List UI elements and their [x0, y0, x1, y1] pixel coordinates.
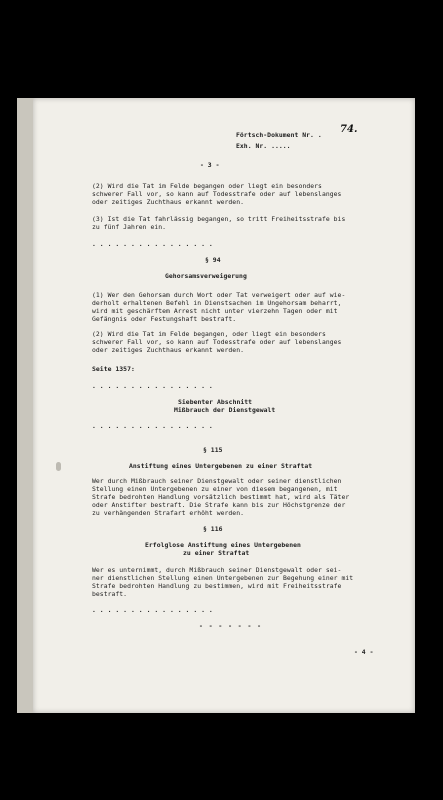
paragraph-line: oder zeitiges Zuchthaus erkannt werden. — [92, 346, 245, 354]
chapter-subtitle: Mißbrauch der Dienstgewalt — [174, 406, 276, 414]
paragraph-line: (3) Ist die Tat fahrlässig begangen, so tritt Freiheitsstrafe bis — [92, 215, 346, 223]
doc-label: Förtsch-Dokument Nr. . — [236, 131, 322, 139]
page-marker-top: - 3 - — [200, 161, 220, 169]
page-marker-bottom: - 4 - — [354, 648, 374, 656]
ellipsis-separator: . . . . . . . . . . . . . . . . — [92, 240, 213, 248]
section-title-116-line2: zu einer Straftat — [183, 549, 250, 557]
chapter-title: Siebenter Abschnitt — [178, 398, 253, 406]
paragraph-line: zu fünf Jahren ein. — [92, 223, 167, 231]
paragraph-line: oder Anstifter bestraft. Die Strafe kann bis zur Höchstgrenze der — [92, 501, 346, 509]
punch-hole-mark — [56, 462, 61, 471]
paragraph-line: derholt erhaltenen Befehl in Dienstsachen im Ungehorsam beharrt, — [92, 299, 342, 307]
paragraph-line: Strafe bedrohten Handlung zu bestimmen, wird mit Freiheitsstrafe — [92, 582, 342, 590]
doc-number-handwritten: 74. — [340, 124, 358, 135]
end-separator: - - - - - - - — [199, 622, 263, 630]
paragraph-line: bestraft. — [92, 590, 128, 598]
ellipsis-separator: . . . . . . . . . . . . . . . . — [92, 382, 213, 390]
paragraph-line: (2) Wird die Tat im Felde begangen, oder liegt ein besonders — [92, 330, 326, 338]
exh-label: Exh. Nr. ..... — [236, 142, 291, 150]
paragraph-line: (1) Wer den Gehorsam durch Wort oder Tat verweigert oder auf wie- — [92, 291, 346, 299]
paragraph-line: Wer es unternimmt, durch Mißbrauch seiner Dienstgewalt oder sei- — [92, 566, 342, 574]
paragraph-line: Stellung einen Untergebenen zu einer von diesem begangenen, mit — [92, 485, 338, 493]
ellipsis-separator: . . . . . . . . . . . . . . . . — [92, 422, 213, 430]
section-title-115: Anstiftung eines Untergebenen zu einer Straftat — [129, 462, 313, 470]
paragraph-line: (2) Wird die Tat im Felde begangen oder liegt ein besonders — [92, 182, 322, 190]
paragraph-line: wird mit geschärftem Arrest nicht unter vierzehn Tagen oder mit — [92, 307, 338, 315]
paragraph-line: schwerer Fall vor, so kann auf Todesstrafe oder auf lebenslanges — [92, 190, 342, 198]
paragraph-line: Strafe bedrohten Handlung vorsätzlich bestimmt hat, wird als Täter — [92, 493, 350, 501]
paragraph-line: zu verhängenden Strafart erhöht werden. — [92, 509, 245, 517]
section-number-94: § 94 — [205, 256, 221, 264]
paragraph-line: ner dienstlichen Stellung einen Untergebenen zur Begehung einer mit — [92, 574, 354, 582]
paragraph-line: Gefängnis oder Festungshaft bestraft. — [92, 315, 237, 323]
section-title-94: Gehorsamsverweigerung — [165, 272, 247, 280]
section-number-116: § 116 — [203, 525, 223, 533]
paragraph-line: schwerer Fall vor, so kann auf Todesstrafe oder auf lebenslanges — [92, 338, 342, 346]
paragraph-line: oder zeitiges Zuchthaus erkannt werden. — [92, 198, 245, 206]
seite-reference: Seite 1357: — [92, 365, 135, 373]
section-title-116: Erfolglose Anstiftung eines Untergebenen — [145, 541, 301, 549]
section-number-115: § 115 — [203, 446, 223, 454]
film-edge-strip — [17, 98, 33, 713]
paragraph-line: Wer durch Mißbrauch seiner Dienstgewalt oder seiner dienstlichen — [92, 477, 342, 485]
ellipsis-separator: . . . . . . . . . . . . . . . . — [92, 606, 213, 614]
